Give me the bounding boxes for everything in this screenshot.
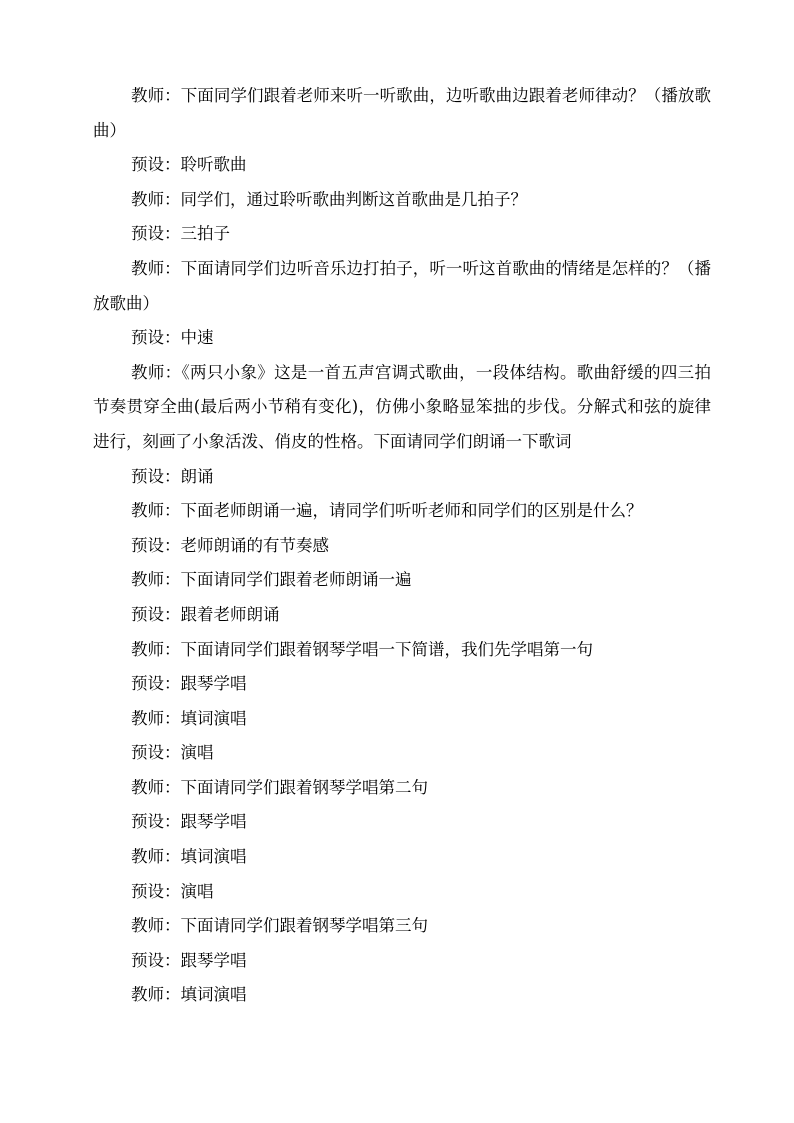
paragraph-teacher: 教师：下面请同学们跟着钢琴学唱第三句 [131,916,428,936]
paragraph-preset: 预设：老师朗诵的有节奏感 [131,535,329,555]
paragraph-preset: 预设：跟琴学唱 [131,812,247,832]
paragraph-preset: 预设：跟琴学唱 [131,950,247,970]
paragraph-preset: 预设：聆听歌曲 [131,155,247,175]
paragraph-preset: 预设：跟琴学唱 [131,674,247,694]
paragraph-preset: 预设：中速 [131,328,214,348]
paragraph-preset: 预设：演唱 [131,881,214,901]
paragraph-preset: 预设：朗诵 [131,466,214,486]
paragraph-teacher: 教师：填词演唱 [131,847,247,867]
paragraph-teacher: 教师：下面请同学们边听音乐边打拍子，听一听这首歌曲的情绪是怎样的？（播放歌曲） [93,258,711,313]
paragraph-preset: 预设：演唱 [131,743,214,763]
paragraph-teacher: 教师：下面同学们跟着老师来听一听歌曲，边听歌曲边跟着老师律动？（播放歌曲） [93,86,711,140]
paragraph-teacher: 教师：下面老师朗诵一遍，请同学们听听老师和同学们的区别是什么？ [131,501,643,521]
paragraph-teacher: 教师：下面请同学们跟着钢琴学唱一下简谱，我们先学唱第一句 [131,639,593,659]
paragraph-teacher: 教师：填词演唱 [131,985,247,1005]
paragraph-teacher: 教师：《两只小象》这是一首五声宫调式歌曲，一段体结构。歌曲舒缓的四三拍节奏贯穿全曲(最后两小节稍有变化)，仿佛小象略显笨拙的步伐。分解式和弦的旋律进行，刻画了小象活泼、俏皮的性格。下面请同学们朗诵一下歌词 [93,362,711,451]
paragraph-preset: 预设：三拍子 [131,224,230,244]
paragraph-preset: 预设：跟着老师朗诵 [131,604,280,624]
document-page [93,79,711,1013]
paragraph-teacher: 教师：下面请同学们跟着钢琴学唱第二句 [131,777,428,797]
paragraph-teacher: 教师：填词演唱 [131,708,247,728]
paragraph-teacher: 教师：同学们，通过聆听歌曲判断这首歌曲是几拍子？ [131,189,527,209]
paragraph-teacher: 教师：下面请同学们跟着老师朗诵一遍 [131,570,412,590]
